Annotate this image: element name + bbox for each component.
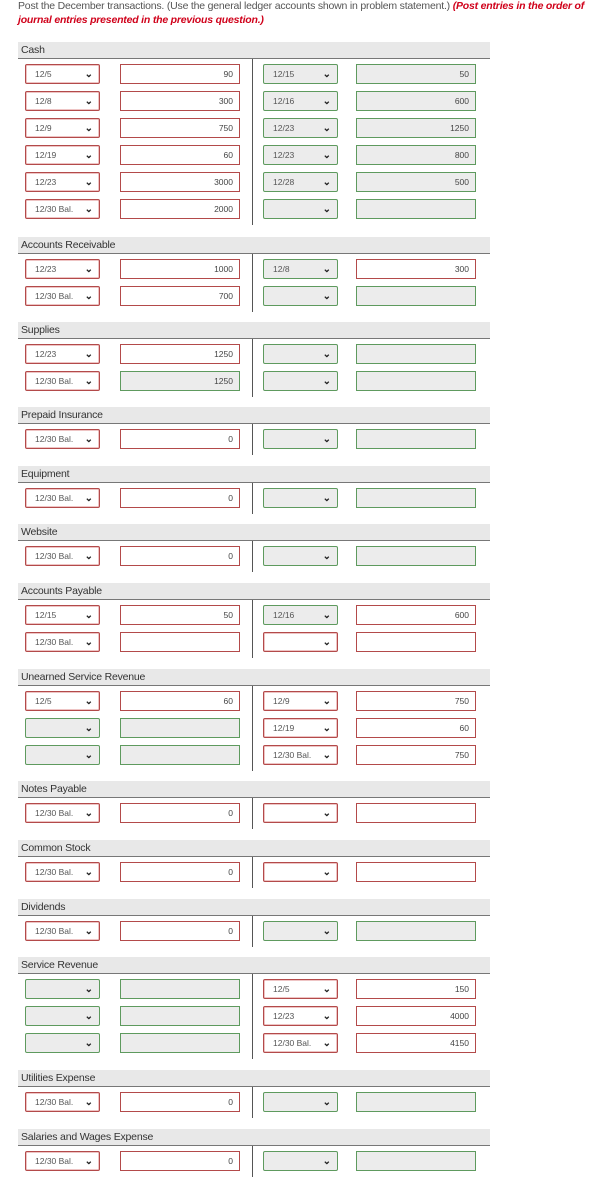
account-title: Accounts Payable [18, 583, 490, 600]
debit-date-select[interactable] [25, 1033, 100, 1053]
account-common-stock [18, 840, 490, 890]
credit-date-select[interactable] [263, 259, 338, 279]
t-account-divider [252, 541, 253, 572]
credit-date-select[interactable] [263, 199, 338, 219]
chevron-down-icon: ⌄ [84, 434, 93, 445]
debit-date-select[interactable] [25, 921, 100, 941]
date-value: 12/23 [35, 177, 57, 187]
account-supplies [18, 322, 490, 399]
account-notes-payable [18, 781, 490, 831]
debit-amount-input[interactable]: 60 [120, 145, 240, 165]
debit-amount-input[interactable] [120, 745, 240, 765]
chevron-down-icon: ⌄ [322, 123, 331, 134]
debit-amount-input[interactable] [120, 632, 240, 652]
credit-amount-input[interactable]: 600 [356, 91, 476, 111]
debit-date-select[interactable] [25, 718, 100, 738]
instruction-emphasis: (Post entries in the order of journal entries presented in the previous question.) [18, 0, 584, 26]
credit-date-select[interactable] [263, 921, 338, 941]
credit-amount-input[interactable] [356, 921, 476, 941]
t-account-divider [252, 483, 253, 514]
debit-amount-input[interactable]: 2000 [120, 199, 240, 219]
credit-date-select[interactable] [263, 64, 338, 84]
chevron-down-icon: ⌄ [84, 349, 93, 360]
t-account-divider [252, 686, 253, 771]
chevron-down-icon: ⌄ [84, 750, 93, 761]
debit-date-select[interactable] [25, 803, 100, 823]
date-value: 12/30 Bal. [35, 808, 74, 818]
debit-date-select[interactable] [25, 172, 100, 192]
credit-date-select[interactable] [263, 745, 338, 765]
chevron-down-icon: ⌄ [84, 150, 93, 161]
credit-amount-input[interactable]: 600 [356, 605, 476, 625]
date-value: 12/30 Bal. [273, 750, 312, 760]
chevron-down-icon: ⌄ [322, 750, 331, 761]
debit-date-select[interactable] [25, 632, 100, 652]
debit-amount-input[interactable] [120, 1006, 240, 1026]
date-value: 12/30 Bal. [273, 1038, 312, 1048]
chevron-down-icon: ⌄ [322, 264, 331, 275]
credit-date-select[interactable] [263, 1151, 338, 1171]
chevron-down-icon: ⌄ [322, 204, 331, 215]
chevron-down-icon: ⌄ [322, 637, 331, 648]
chevron-down-icon: ⌄ [322, 808, 331, 819]
date-value: 12/30 Bal. [35, 926, 74, 936]
credit-amount-input[interactable]: 500 [356, 172, 476, 192]
chevron-down-icon: ⌄ [322, 434, 331, 445]
chevron-down-icon: ⌄ [322, 926, 331, 937]
credit-date-select[interactable] [263, 286, 338, 306]
chevron-down-icon: ⌄ [322, 349, 331, 360]
debit-date-select[interactable] [25, 118, 100, 138]
account-cash [18, 42, 490, 227]
date-value: 12/28 [273, 177, 295, 187]
debit-amount-input[interactable] [120, 979, 240, 999]
chevron-down-icon: ⌄ [322, 1038, 331, 1049]
credit-date-select[interactable] [263, 1092, 338, 1112]
credit-date-select[interactable] [263, 718, 338, 738]
chevron-down-icon: ⌄ [322, 1097, 331, 1108]
date-value: 12/16 [273, 96, 295, 106]
chevron-down-icon: ⌄ [322, 291, 331, 302]
credit-date-select[interactable] [263, 1006, 338, 1026]
debit-date-select[interactable] [25, 259, 100, 279]
debit-amount-input[interactable]: 0 [120, 1151, 240, 1171]
debit-amount-input[interactable]: 0 [120, 921, 240, 941]
account-title: Prepaid Insurance [18, 407, 490, 424]
chevron-down-icon: ⌄ [84, 291, 93, 302]
account-unearned-service-revenue [18, 669, 490, 773]
date-value: 12/30 Bal. [35, 1156, 74, 1166]
credit-amount-input[interactable]: 4150 [356, 1033, 476, 1053]
account-title: Equipment [18, 466, 490, 483]
chevron-down-icon: ⌄ [322, 96, 331, 107]
credit-amount-input[interactable] [356, 546, 476, 566]
credit-date-select[interactable] [263, 118, 338, 138]
chevron-down-icon: ⌄ [84, 264, 93, 275]
account-title: Service Revenue [18, 957, 490, 974]
date-value: 12/30 Bal. [35, 551, 74, 561]
chevron-down-icon: ⌄ [84, 551, 93, 562]
chevron-down-icon: ⌄ [84, 69, 93, 80]
t-account-divider [252, 974, 253, 1059]
date-value: 12/30 Bal. [35, 867, 74, 877]
credit-amount-input[interactable]: 1250 [356, 118, 476, 138]
chevron-down-icon: ⌄ [84, 926, 93, 937]
credit-date-select[interactable] [263, 979, 338, 999]
debit-date-select[interactable] [25, 344, 100, 364]
credit-amount-input[interactable]: 60 [356, 718, 476, 738]
chevron-down-icon: ⌄ [84, 610, 93, 621]
t-account-divider [252, 600, 253, 658]
date-value: 12/23 [273, 123, 295, 133]
t-account-divider [252, 798, 253, 829]
chevron-down-icon: ⌄ [84, 123, 93, 134]
debit-date-select[interactable] [25, 1092, 100, 1112]
credit-amount-input[interactable]: 300 [356, 259, 476, 279]
date-value: 12/9 [35, 123, 52, 133]
credit-amount-input[interactable] [356, 371, 476, 391]
date-value: 12/23 [35, 264, 57, 274]
debit-amount-input[interactable]: 300 [120, 91, 240, 111]
credit-date-select[interactable] [263, 1033, 338, 1053]
date-value: 12/23 [273, 1011, 295, 1021]
debit-date-select[interactable] [25, 488, 100, 508]
credit-amount-input[interactable] [356, 286, 476, 306]
credit-date-select[interactable] [263, 691, 338, 711]
credit-date-select[interactable] [263, 862, 338, 882]
debit-date-select[interactable] [25, 862, 100, 882]
t-account-divider [252, 857, 253, 888]
debit-date-select[interactable] [25, 691, 100, 711]
chevron-down-icon: ⌄ [322, 984, 331, 995]
debit-date-select[interactable] [25, 1006, 100, 1026]
debit-date-select[interactable] [25, 199, 100, 219]
debit-amount-input[interactable]: 0 [120, 803, 240, 823]
credit-amount-input[interactable]: 800 [356, 145, 476, 165]
debit-amount-input[interactable]: 750 [120, 118, 240, 138]
debit-amount-input[interactable]: 1250 [120, 371, 240, 391]
t-account-divider [252, 59, 253, 225]
debit-amount-input[interactable]: 0 [120, 488, 240, 508]
t-account-divider [252, 339, 253, 397]
account-salaries-and-wages-expense [18, 1129, 490, 1179]
account-equipment [18, 466, 490, 516]
t-account-divider [252, 916, 253, 947]
date-value: 12/5 [35, 696, 52, 706]
debit-amount-input[interactable]: 0 [120, 1092, 240, 1112]
debit-amount-input[interactable]: 90 [120, 64, 240, 84]
instruction-text: Post the December transactions. (Use the general ledger accounts shown in problem statement.) [18, 0, 453, 12]
chevron-down-icon: ⌄ [84, 1038, 93, 1049]
chevron-down-icon: ⌄ [322, 493, 331, 504]
account-title: Unearned Service Revenue [18, 669, 490, 686]
credit-date-select[interactable] [263, 371, 338, 391]
date-value: 12/19 [273, 723, 295, 733]
chevron-down-icon: ⌄ [84, 96, 93, 107]
account-accounts-receivable [18, 237, 490, 314]
date-value: 12/30 Bal. [35, 1097, 74, 1107]
credit-date-select[interactable] [263, 803, 338, 823]
account-prepaid-insurance [18, 407, 490, 457]
account-title: Utilities Expense [18, 1070, 490, 1087]
date-value: 12/9 [273, 696, 290, 706]
credit-amount-input[interactable] [356, 488, 476, 508]
credit-date-select[interactable] [263, 91, 338, 111]
credit-amount-input[interactable] [356, 862, 476, 882]
credit-date-select[interactable] [263, 605, 338, 625]
debit-date-select[interactable] [25, 145, 100, 165]
account-service-revenue [18, 957, 490, 1061]
account-utilities-expense [18, 1070, 490, 1120]
account-title: Cash [18, 42, 490, 59]
chevron-down-icon: ⌄ [322, 376, 331, 387]
debit-date-select[interactable] [25, 91, 100, 111]
chevron-down-icon: ⌄ [322, 696, 331, 707]
date-value: 12/8 [273, 264, 290, 274]
date-value: 12/16 [273, 610, 295, 620]
credit-amount-input[interactable]: 150 [356, 979, 476, 999]
account-title: Accounts Receivable [18, 237, 490, 254]
account-title: Notes Payable [18, 781, 490, 798]
credit-date-select[interactable] [263, 344, 338, 364]
date-value: 12/30 Bal. [35, 637, 74, 647]
credit-amount-input[interactable] [356, 199, 476, 219]
instructions [18, 0, 608, 27]
date-value: 12/30 Bal. [35, 291, 74, 301]
date-value: 12/30 Bal. [35, 204, 74, 214]
chevron-down-icon: ⌄ [322, 551, 331, 562]
debit-date-select[interactable] [25, 64, 100, 84]
account-title: Dividends [18, 899, 490, 916]
debit-amount-input[interactable]: 0 [120, 862, 240, 882]
chevron-down-icon: ⌄ [84, 984, 93, 995]
credit-amount-input[interactable]: 750 [356, 691, 476, 711]
account-title: Common Stock [18, 840, 490, 857]
debit-amount-input[interactable]: 700 [120, 286, 240, 306]
date-value: 12/5 [273, 984, 290, 994]
date-value: 12/30 Bal. [35, 493, 74, 503]
date-value: 12/15 [35, 610, 57, 620]
chevron-down-icon: ⌄ [84, 723, 93, 734]
debit-amount-input[interactable]: 3000 [120, 172, 240, 192]
chevron-down-icon: ⌄ [322, 723, 331, 734]
t-account-divider [252, 1087, 253, 1118]
credit-amount-input[interactable] [356, 429, 476, 449]
date-value: 12/5 [35, 69, 52, 79]
credit-amount-input[interactable]: 50 [356, 64, 476, 84]
chevron-down-icon: ⌄ [322, 1011, 331, 1022]
debit-date-select[interactable] [25, 286, 100, 306]
chevron-down-icon: ⌄ [84, 696, 93, 707]
chevron-down-icon: ⌄ [84, 867, 93, 878]
credit-date-select[interactable] [263, 546, 338, 566]
credit-amount-input[interactable] [356, 803, 476, 823]
chevron-down-icon: ⌄ [322, 1156, 331, 1167]
date-value: 12/30 Bal. [35, 434, 74, 444]
chevron-down-icon: ⌄ [84, 1156, 93, 1167]
debit-amount-input[interactable]: 50 [120, 605, 240, 625]
chevron-down-icon: ⌄ [84, 493, 93, 504]
debit-date-select[interactable] [25, 605, 100, 625]
chevron-down-icon: ⌄ [84, 637, 93, 648]
date-value: 12/15 [273, 69, 295, 79]
debit-amount-input[interactable]: 1250 [120, 344, 240, 364]
credit-amount-input[interactable] [356, 632, 476, 652]
account-title: Supplies [18, 322, 490, 339]
chevron-down-icon: ⌄ [322, 177, 331, 188]
account-accounts-payable [18, 583, 490, 660]
account-title: Salaries and Wages Expense [18, 1129, 490, 1146]
chevron-down-icon: ⌄ [84, 808, 93, 819]
debit-date-select[interactable] [25, 745, 100, 765]
debit-amount-input[interactable]: 0 [120, 546, 240, 566]
date-value: 12/23 [35, 349, 57, 359]
chevron-down-icon: ⌄ [322, 150, 331, 161]
date-value: 12/8 [35, 96, 52, 106]
debit-amount-input[interactable]: 60 [120, 691, 240, 711]
credit-date-select[interactable] [263, 145, 338, 165]
t-account-divider [252, 254, 253, 312]
credit-amount-input[interactable] [356, 1092, 476, 1112]
account-website [18, 524, 490, 574]
debit-amount-input[interactable] [120, 1033, 240, 1053]
chevron-down-icon: ⌄ [84, 376, 93, 387]
debit-date-select[interactable] [25, 546, 100, 566]
credit-date-select[interactable] [263, 429, 338, 449]
debit-amount-input[interactable]: 0 [120, 429, 240, 449]
account-dividends [18, 899, 490, 949]
credit-amount-input[interactable]: 4000 [356, 1006, 476, 1026]
chevron-down-icon: ⌄ [322, 69, 331, 80]
chevron-down-icon: ⌄ [322, 610, 331, 621]
chevron-down-icon: ⌄ [84, 1011, 93, 1022]
chevron-down-icon: ⌄ [84, 1097, 93, 1108]
account-title: Website [18, 524, 490, 541]
credit-date-select[interactable] [263, 632, 338, 652]
t-account-divider [252, 424, 253, 455]
debit-amount-input[interactable] [120, 718, 240, 738]
debit-date-select[interactable] [25, 371, 100, 391]
t-account-divider [252, 1146, 253, 1177]
chevron-down-icon: ⌄ [322, 867, 331, 878]
date-value: 12/30 Bal. [35, 376, 74, 386]
debit-date-select[interactable] [25, 1151, 100, 1171]
debit-date-select[interactable] [25, 979, 100, 999]
credit-amount-input[interactable]: 750 [356, 745, 476, 765]
debit-amount-input[interactable]: 1000 [120, 259, 240, 279]
date-value: 12/23 [273, 150, 295, 160]
date-value: 12/19 [35, 150, 57, 160]
credit-amount-input[interactable] [356, 1151, 476, 1171]
debit-date-select[interactable] [25, 429, 100, 449]
chevron-down-icon: ⌄ [84, 204, 93, 215]
credit-date-select[interactable] [263, 488, 338, 508]
chevron-down-icon: ⌄ [84, 177, 93, 188]
credit-amount-input[interactable] [356, 344, 476, 364]
credit-date-select[interactable] [263, 172, 338, 192]
